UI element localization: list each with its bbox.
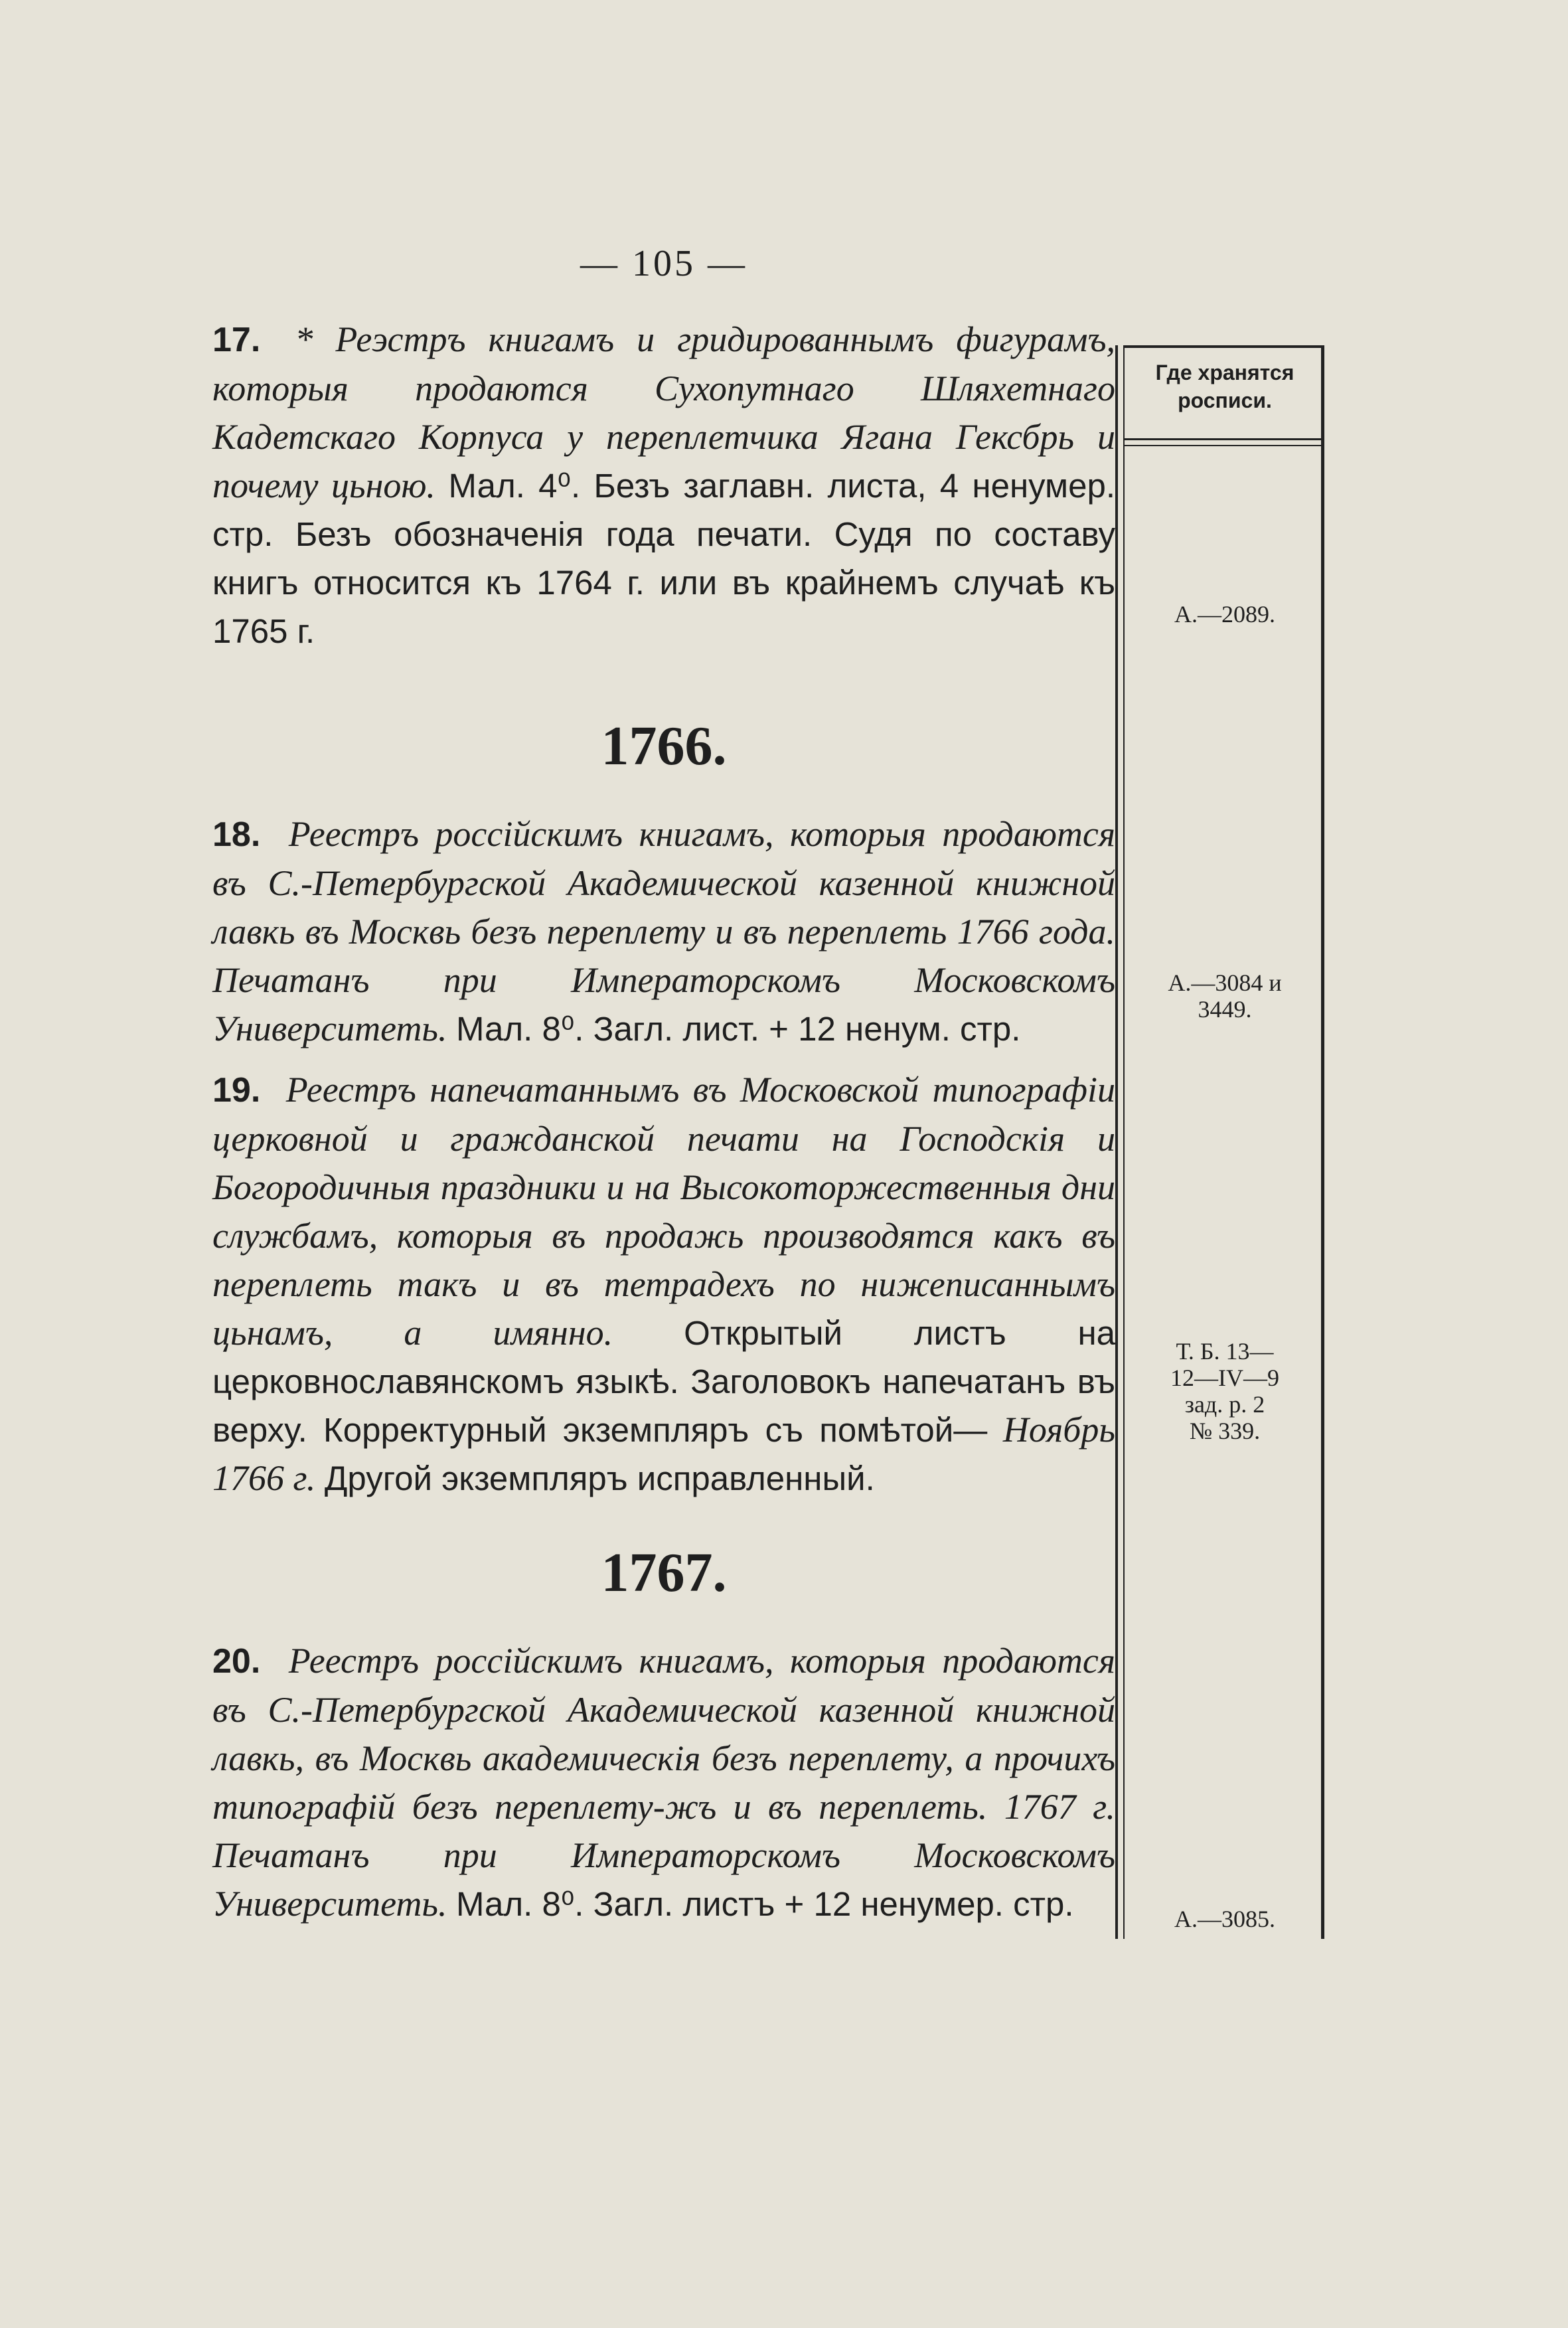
location-18 <box>1122 969 1328 1023</box>
entry-title: Реестръ россійскимъ книгамъ, которыя продаются въ С.-Петербургской Академической казенной книжной лавкь, въ Москвь академическія безъ переплету, а прочихъ типографій безъ переплету-жъ и въ переплеть. 1767 г. Печатанъ при Императорскомъ Московскомъ Университеть. <box>212 1641 1116 1924</box>
column-rule-header-bottom <box>1123 438 1322 440</box>
entry-title: * Реэстръ книгамъ и гридированнымъ фигурамъ, которыя продаются Сухопутнаго Шляхетнаго Кадетскаго Корпуса у переплетчика Яганa Гексбрь и почему цьною. <box>212 319 1115 505</box>
location-line: А.—3085. <box>1174 1906 1275 1932</box>
entry-17 <box>212 315 1115 655</box>
entry-title: Реестръ напечатаннымъ въ Московской типографіи церковной и гражданской печати на Господскія и Богородичныя праздники и на Высокоторжественныя дни службамъ, которыя въ продажь производятся какъ въ переплеть такъ и въ тетрадехъ по нижеписаннымъ цьнамъ, а имянно. <box>212 1070 1116 1353</box>
entry-description: Мал. 8⁰. Загл. лист. + 12 ненум. стр. <box>455 1010 1021 1048</box>
entry-description-end: Другой экземпляръ исправленный. <box>324 1459 875 1497</box>
column-rule-left <box>1115 345 1118 1939</box>
entry-title: Реестръ россійскимъ книгамъ, которыя продаются въ С.-Петербургской Академической казенной книжной лавкь въ Москвь безъ переплету и въ переплеть 1766 года. Печатанъ при Императорскомъ Московскомъ Университеть. <box>212 814 1116 1048</box>
entry-20 <box>212 1637 1115 1928</box>
entry-description: Открытый листъ на церковнославянскомъ языкѣ. Заголовокъ напечатанъ въ верху. Корректурный экземпляръ съ помѣтой— <box>212 1314 1115 1449</box>
column-header-line1: Где хранятся <box>1155 361 1294 384</box>
entry-number: 20. <box>212 1642 261 1681</box>
entry-number: 17. <box>212 321 261 359</box>
entry-number: 19. <box>212 1071 261 1110</box>
column-rule-header-bottom-2 <box>1123 445 1322 446</box>
page-number: — 105 — <box>580 243 747 284</box>
year-heading-1766: 1766. <box>601 715 727 777</box>
entry-date: Ноябрь 1766 г. <box>212 1410 1115 1498</box>
column-header-line2: росписи. <box>1178 388 1272 412</box>
entry-description: Мал. 4⁰. Безъ заглавн. листа, 4 ненумер. стр. Безъ обозначенія года печати. Судя по составу книгъ относится къ 1764 г. или въ крайнемъ случаѣ къ 1765 г. <box>212 467 1116 650</box>
location-19 <box>1122 1338 1328 1444</box>
location-line: А.—2089. <box>1174 601 1275 627</box>
location-line: Т. Б. 13— <box>1176 1338 1274 1365</box>
column-rule-right <box>1321 345 1324 1939</box>
location-line: № 339. <box>1189 1418 1261 1444</box>
location-line: 3449. <box>1198 996 1252 1023</box>
location-line: зад. р. 2 <box>1184 1391 1265 1418</box>
location-17 <box>1122 601 1328 627</box>
entry-18 <box>212 810 1115 1053</box>
column-rule-left-inner <box>1123 345 1125 1939</box>
entry-19 <box>212 1066 1115 1503</box>
column-rule-top <box>1123 345 1324 348</box>
entry-description: Мал. 8⁰. Загл. листъ + 12 ненумер. стр. <box>455 1885 1074 1923</box>
year-heading-1767: 1767. <box>601 1542 727 1604</box>
location-line: 12—IV—9 <box>1170 1365 1279 1391</box>
entry-number: 18. <box>212 815 261 854</box>
location-line: А.—3084 и <box>1168 969 1282 996</box>
column-header <box>1129 359 1321 414</box>
location-20 <box>1122 1906 1328 1932</box>
